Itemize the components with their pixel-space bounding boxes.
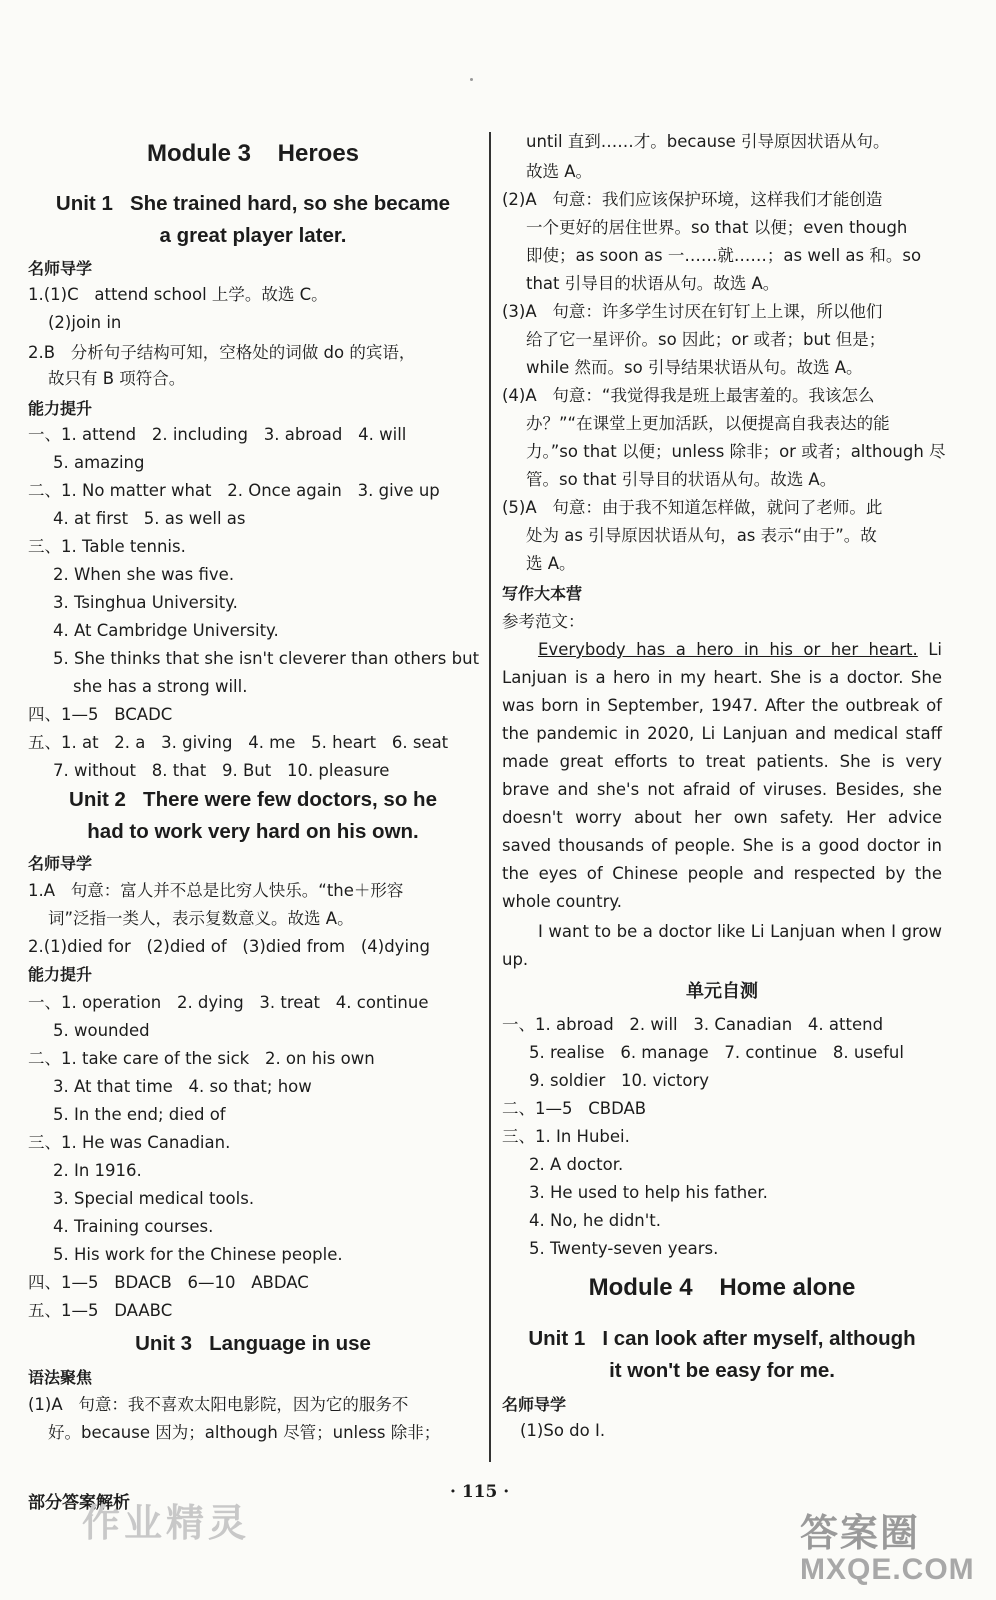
answer-line: 给了它一星评价。so 因此；or 或者；but 但是； <box>526 330 886 349</box>
answer-line: 3. Special medical tools. <box>53 1189 255 1208</box>
unit-title-line: Unit 1 I can look after myself, although <box>528 1327 916 1350</box>
answer-line: (1)A 句意：我不喜欢太阳电影院，因为它的服务不 <box>28 1395 409 1414</box>
watermark: 作业精灵 <box>82 1501 251 1545</box>
answer-line: 5. His work for the Chinese people. <box>53 1245 343 1264</box>
unit-title: Unit 3 Language in use <box>135 1332 371 1355</box>
answer-line: 3. At that time 4. so that; how <box>53 1077 312 1096</box>
answer-line: 5. amazing <box>53 453 145 472</box>
unit-title-line: a great player later. <box>159 224 347 247</box>
answer-line: 词”泛指一类人，表示复数意义。故选 A。 <box>48 909 354 928</box>
section-heading: 名师导学 <box>28 854 93 873</box>
answer-line: 1.A 句意：富人并不总是比穷人快乐。“the＋形容 <box>28 881 404 900</box>
answer-line: 二、1—5 CBDAB <box>502 1099 647 1118</box>
answer-line: 三、1. In Hubei. <box>502 1127 630 1146</box>
answer-line: 选 A。 <box>526 554 576 573</box>
answer-line: 一、1. operation 2. dying 3. treat 4. continue <box>28 993 429 1012</box>
answer-line: (1)So do I. <box>520 1421 606 1440</box>
section-heading: 能力提升 <box>28 965 93 984</box>
answer-line: 4. At Cambridge University. <box>53 621 279 640</box>
answer-line: 故只有 B 项符合。 <box>48 369 186 388</box>
answer-line: (2)join in <box>48 313 122 332</box>
answer-line: 五、1. at 2. a 3. giving 4. me 5. heart 6. seat <box>28 733 449 752</box>
answer-line: 处为 as 引导原因状语从句，as 表示“由于”。故 <box>526 526 877 545</box>
answer-line: 管。so that 引导目的状语从句。故选 A。 <box>526 470 837 489</box>
answer-line: 4. No, he didn't. <box>529 1211 662 1230</box>
answer-line: (2)A 句意：我们应该保护环境，这样我们才能创造 <box>502 190 883 209</box>
answer-line: 二、1. No matter what 2. Once again 3. give up <box>28 481 440 500</box>
answer-line: 一、1. attend 2. including 3. abroad 4. will <box>28 425 407 444</box>
essay-body: Li Lanjuan is a hero in my heart. She is a doctor. She was born in September, 1947. After the outbreak of the pandemic in 2020, Li Lanjuan and medical staff made great efforts to treat patients. She is very brave and she's not afraid of viruses. Besides, she doesn't worry about her own safety. Her advice saved thousands of people. She is a good doctor in the eyes of Chinese people and respected by the whole country. <box>502 640 942 911</box>
answer-line: 一个更好的居住世界。so that 以便；even though <box>526 218 908 237</box>
answer-line: 二、1. take care of the sick 2. on his own <box>28 1049 375 1068</box>
answer-line: 一、1. abroad 2. will 3. Canadian 4. attend <box>502 1015 884 1034</box>
answer-line: 5. Twenty-seven years. <box>529 1239 719 1258</box>
answer-line: 力。”so that 以便；unless 除非；or 或者；although 尽 <box>526 442 946 461</box>
answer-line: 2.(1)died for (2)died of (3)died from (4)dying <box>28 937 430 956</box>
section-heading: 写作大本营 <box>502 584 583 603</box>
answer-line: 三、1. He was Canadian. <box>28 1133 231 1152</box>
module-title: Module 3 Heroes <box>146 140 360 167</box>
answer-line: 办？”“在课堂上更加活跃，以便提高自我表达的能 <box>526 414 890 433</box>
answer-line: she has a strong will. <box>73 677 248 696</box>
answer-line: 2. A doctor. <box>529 1155 624 1174</box>
answer-line: (4)A 句意：“我觉得我是班上最害羞的。我该怎么 <box>502 386 875 405</box>
unit-title <box>28 784 478 848</box>
answer-line: 四、1—5 BDACB 6—10 ABDAC <box>28 1273 309 1292</box>
answer-line: 三、1. Table tennis. <box>28 537 186 556</box>
essay-topic-sentence: Everybody has a hero in his or her heart. <box>538 640 918 659</box>
answer-line: 4. Training courses. <box>53 1217 214 1236</box>
answer-line: 5. She thinks that she isn't cleverer than others but <box>53 649 480 668</box>
answer-line: 2.B 分析句子结构可知，空格处的词做 do 的宾语， <box>28 343 416 362</box>
footer-section-title: 部分答案解析 <box>28 1493 130 1513</box>
module-title: Module 4 Home alone <box>588 1274 856 1301</box>
answer-line: 五、1—5 DAABC <box>28 1301 173 1320</box>
sample-essay-paragraph <box>502 636 942 916</box>
logo-english: MXQE.COM <box>800 1553 975 1586</box>
page-number: · 115 · <box>450 1482 510 1502</box>
section-heading: 名师导学 <box>28 259 93 278</box>
unit-title-line: it won't be easy for me. <box>609 1359 835 1382</box>
logo-chinese: 答案圈 <box>800 1511 921 1555</box>
answer-line: 即使；as soon as 一……就……；as well as 和。so <box>526 246 922 265</box>
answer-line: 1.(1)C attend school 上学。故选 C。 <box>28 285 328 304</box>
answer-line: while 然而。so 引导结果状语从句。故选 A。 <box>526 358 863 377</box>
answer-line: 故选 A。 <box>526 162 593 181</box>
answer-line: 四、1—5 BCADC <box>28 705 173 724</box>
unit-title <box>28 188 478 252</box>
section-heading: 能力提升 <box>28 399 93 418</box>
answer-line: 5. wounded <box>53 1021 150 1040</box>
answer-line: 参考范文： <box>502 612 585 631</box>
answer-line: (3)A 句意：许多学生讨厌在钉钉上上课，所以他们 <box>502 302 883 321</box>
unit-title-line: had to work very hard on his own. <box>87 820 419 843</box>
unit-title <box>502 1323 942 1387</box>
unit-title-line: Unit 1 She trained hard, so she became <box>55 192 451 215</box>
scan-speck <box>470 78 473 81</box>
answer-line: 3. He used to help his father. <box>529 1183 768 1202</box>
answer-line: 2. When she was five. <box>53 565 235 584</box>
site-logo <box>800 1502 975 1592</box>
section-heading: 名师导学 <box>502 1395 567 1414</box>
section-heading: 单元自测 <box>686 981 758 1002</box>
answer-line: that 引导目的状语从句。故选 A。 <box>526 274 780 293</box>
answer-line: 5. realise 6. manage 7. continue 8. useful <box>529 1043 904 1062</box>
unit-title-line: Unit 2 There were few doctors, so he <box>69 788 437 811</box>
answer-line: 3. Tsinghua University. <box>53 593 238 612</box>
answer-line: 5. In the end; died of <box>53 1105 226 1124</box>
answer-line: 好。because 因为；although 尽管；unless 除非； <box>48 1423 441 1442</box>
sample-essay-paragraph: I want to be a doctor like Li Lanjuan when I grow up. <box>502 922 942 969</box>
answer-line: 2. In 1916. <box>53 1161 142 1180</box>
answer-line: (5)A 句意：由于我不知道怎样做，就问了老师。此 <box>502 498 883 517</box>
answer-line: 4. at first 5. as well as <box>53 509 246 528</box>
answer-line: until 直到……才。because 引导原因状语从句。 <box>526 132 890 151</box>
section-heading: 语法聚焦 <box>28 1368 93 1387</box>
answer-line: 9. soldier 10. victory <box>529 1071 710 1090</box>
answer-line: 7. without 8. that 9. But 10. pleasure <box>53 761 390 780</box>
column-divider <box>489 132 491 1462</box>
